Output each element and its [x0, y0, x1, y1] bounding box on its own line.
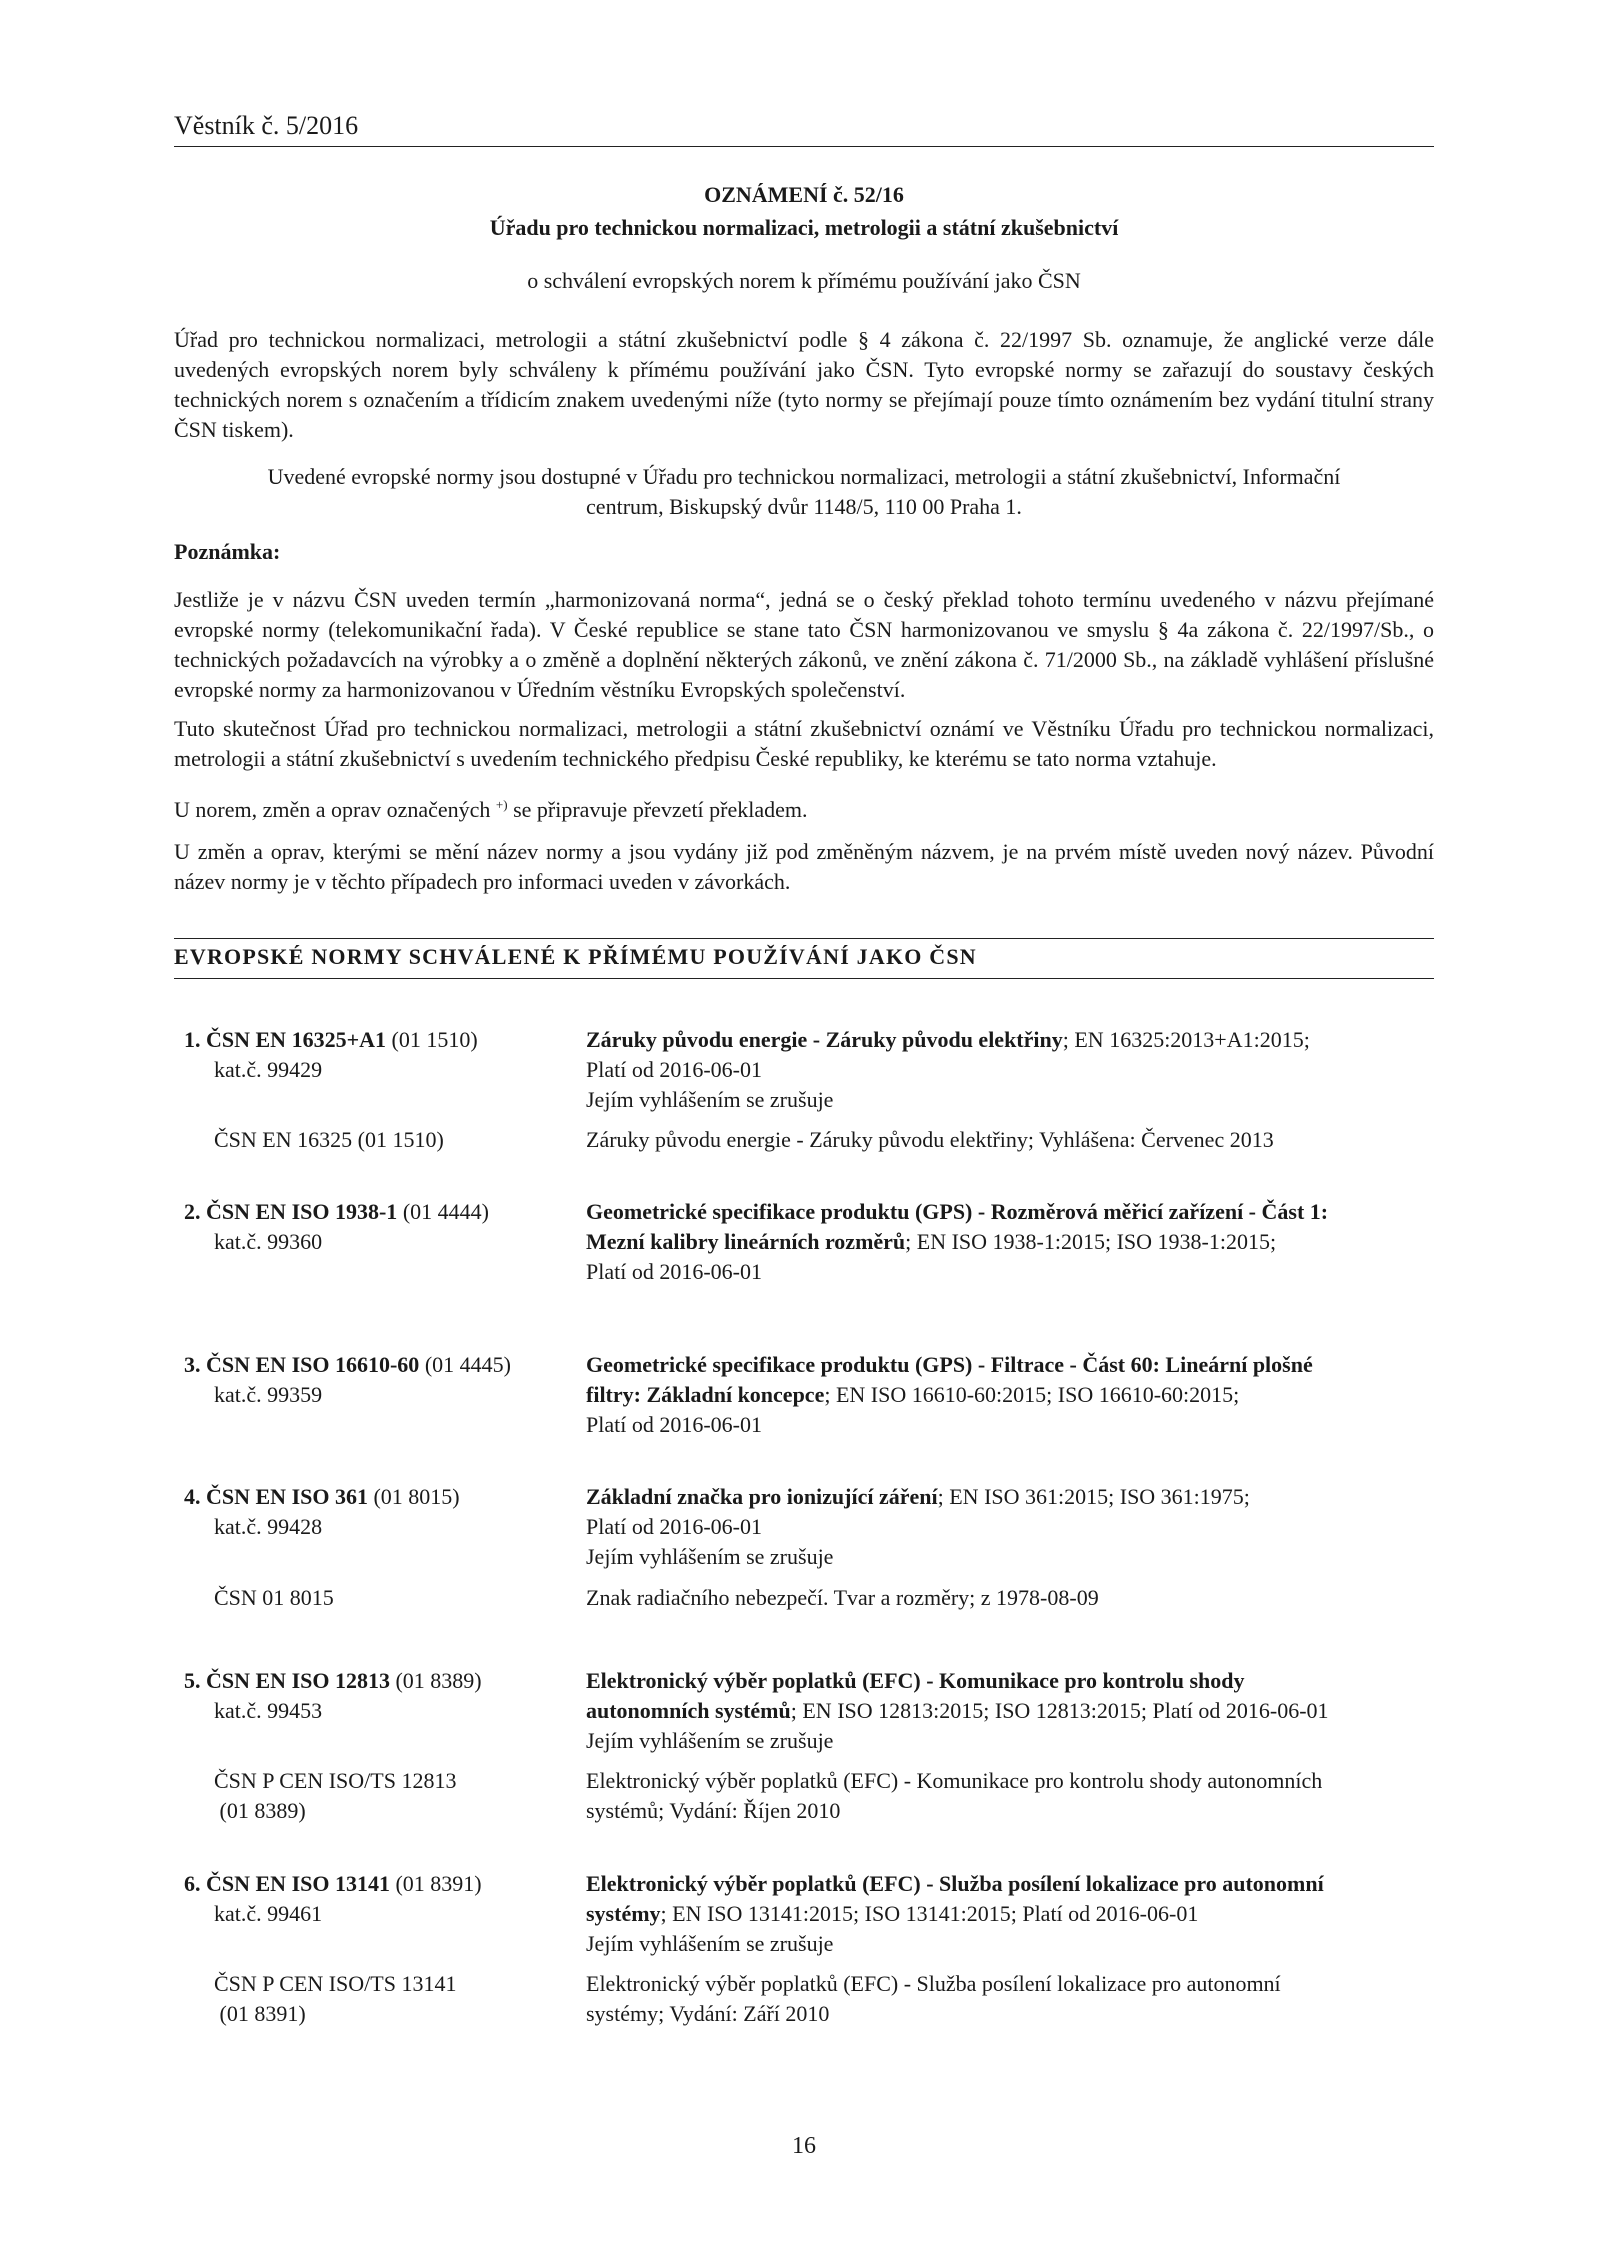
entry-number: 1. ČSN EN 16325+A1	[184, 1027, 386, 1052]
entry-description-column	[586, 1025, 1434, 1115]
entry-validity: Platí od 2016-06-01	[586, 1514, 762, 1539]
entry-title: Základní značka pro ionizující záření	[586, 1484, 938, 1509]
entry-title: Elektronický výběr poplatků (EFC) - Služba posílení lokalizace pro autonomní	[586, 1871, 1324, 1896]
entry-description-column	[586, 1197, 1434, 1287]
replaced-description-line-1: Elektronický výběr poplatků (EFC) - Komunikace pro kontrolu shody autonomních	[586, 1768, 1323, 1793]
announcement-title: OZNÁMENÍ č. 52/16	[704, 182, 904, 207]
entry-id-column	[184, 1666, 584, 1726]
replaced-id: ČSN EN 16325 (01 1510)	[214, 1127, 444, 1152]
announcement-authority: Úřadu pro technickou normalizaci, metrologii a státní zkušebnictví	[489, 215, 1119, 240]
entry-validity: Platí od 2016-06-01	[586, 1412, 762, 1437]
replaced-id-line-1: ČSN P CEN ISO/TS 13141	[214, 1971, 457, 1996]
replaced-description-line-2: systémy; Vydání: Září 2010	[586, 2001, 830, 2026]
entry-catalog-number: kat.č. 99453	[214, 1698, 323, 1723]
section-rule-top	[174, 938, 1434, 939]
entry-id-column	[184, 1197, 584, 1257]
entry-class-code: (01 4444)	[397, 1199, 489, 1224]
note-paragraph-4: U změn a oprav, kterými se mění název normy a jsou vydány již pod změněným názvem, je na prvém místě uveden nový název. Původní název normy je v těchto případech pro informaci uveden v závorkách.	[174, 839, 1434, 894]
journal-header: Věstník č. 5/2016	[174, 111, 359, 140]
entry-description-column	[586, 1482, 1434, 1572]
replaced-description-line-1: Elektronický výběr poplatků (EFC) - Služba posílení lokalizace pro autonomní	[586, 1971, 1281, 1996]
page-number: 16	[792, 2133, 816, 2159]
replaced-description	[586, 1766, 1434, 1826]
entry-catalog-number: kat.č. 99428	[214, 1514, 323, 1539]
section-rule-bottom	[174, 978, 1434, 979]
announcement-subject: o schválení evropských norem k přímému používání jako ČSN	[527, 268, 1081, 293]
note-p3-text-end: se připravuje převzetí překladem.	[507, 797, 808, 822]
availability-line-1: Uvedené evropské normy jsou dostupné v Úřadu pro technickou normalizaci, metrologii a státní zkušebnictví, Informační	[267, 464, 1341, 489]
entry-id-column	[184, 1025, 584, 1085]
entry-reference: ; EN ISO 361:2015; ISO 361:1975;	[937, 1484, 1250, 1509]
entry-number: 4. ČSN EN ISO 361	[184, 1484, 368, 1509]
note-p3-text: U norem, změn a oprav označených	[174, 797, 496, 822]
entry-title: Geometrické specifikace produktu (GPS) - Filtrace - Část 60: Lineární plošné	[586, 1352, 1313, 1377]
entry-reference: ; EN 16325:2013+A1:2015;	[1062, 1027, 1310, 1052]
intro-paragraph: Úřad pro technickou normalizaci, metrologii a státní zkušebnictví podle § 4 zákona č. 22/1997 Sb. oznamuje, že anglické verze dále uvedených evropských norem byly schváleny k přímému používání jako ČSN. Tyto evropské normy se zařazují do soustavy českých technických norem s označením a třídicím znakem uvedenými níže (tyto normy se přejímají pouze tímto oznámením bez vydání titulní strany ČSN tiskem).	[174, 327, 1434, 442]
entry-title-cont: filtry: Základní koncepce	[586, 1382, 825, 1407]
note-paragraph-2: Tuto skutečnost Úřad pro technickou normalizaci, metrologii a státní zkušebnictví oznámí ve Věstníku Úřadu pro technickou normalizaci, metrologii a státní zkušebnictví s uvedením technického předpisu České republiky, ke kterému se tato norma vztahuje.	[174, 716, 1434, 771]
entry-reference: ; EN ISO 16610-60:2015; ISO 16610-60:2015;	[824, 1382, 1240, 1407]
entry-catalog-number: kat.č. 99429	[214, 1057, 323, 1082]
entry-id-column	[184, 1482, 584, 1542]
entry-title-cont: systémy	[586, 1901, 661, 1926]
replaced-description: Znak radiačního nebezpečí. Tvar a rozměry; z 1978-08-09	[586, 1585, 1099, 1610]
entry-replacement-note: Jejím vyhlášením se zrušuje	[586, 1087, 834, 1112]
entry-title-cont: autonomních systémů	[586, 1698, 791, 1723]
entry-class-code: (01 8391)	[389, 1871, 482, 1896]
entry-class-code: (01 4445)	[419, 1352, 511, 1377]
note-paragraph-1: Jestliže je v názvu ČSN uveden termín „harmonizovaná norma“, jedná se o český překlad tohoto termínu uvedeného v názvu přejímané evropské normy (telekomunikační řada). V České republice se stane tato ČSN harmonizovanou ve smyslu § 4a zákona č. 22/1997/Sb., o technických požadavcích na výrobky a o změně a doplnění některých zákonů, ve znění zákona č. 71/2000 Sb., na základě vyhlášení příslušné evropské normy za harmonizovanou v Úředním věstníku Evropských společenství.	[174, 587, 1434, 702]
entry-catalog-number: kat.č. 99360	[214, 1229, 323, 1254]
entry-number: 2. ČSN EN ISO 1938-1	[184, 1199, 398, 1224]
note-paragraph-3	[174, 790, 1434, 825]
entry-title: Elektronický výběr poplatků (EFC) - Komunikace pro kontrolu shody	[586, 1668, 1245, 1693]
replaced-description	[586, 1969, 1434, 2029]
entry-class-code: (01 8389)	[389, 1668, 482, 1693]
entry-class-code: (01 8015)	[367, 1484, 460, 1509]
replaced-description-line-2: systémů; Vydání: Říjen 2010	[586, 1798, 841, 1823]
entry-catalog-number: kat.č. 99359	[214, 1382, 323, 1407]
header-rule	[174, 146, 1434, 147]
entry-replacement-note: Jejím vyhlášením se zrušuje	[586, 1931, 834, 1956]
availability-paragraph	[174, 462, 1434, 522]
entry-title: Záruky původu energie - Záruky původu elektřiny	[586, 1027, 1063, 1052]
entry-description-column	[586, 1666, 1434, 1756]
entry-description-column	[586, 1350, 1434, 1440]
entry-id-column	[184, 1869, 584, 1929]
replaced-id: ČSN 01 8015	[214, 1585, 334, 1610]
section-title: EVROPSKÉ NORMY SCHVÁLENÉ K PŘÍMÉMU POUŽÍVÁNÍ JAKO ČSN	[174, 944, 977, 969]
entry-title: Geometrické specifikace produktu (GPS) - Rozměrová měřicí zařízení - Část 1:	[586, 1199, 1329, 1224]
replaced-id	[184, 1766, 584, 1826]
entry-title-cont: Mezní kalibry lineárních rozměrů	[586, 1229, 906, 1254]
document-page	[174, 0, 1434, 2263]
entry-replacement-note: Jejím vyhlášením se zrušuje	[586, 1544, 834, 1569]
note-p3-superscript: +)	[495, 797, 508, 812]
replaced-id	[184, 1969, 584, 2029]
note-label: Poznámka:	[174, 539, 281, 564]
entry-replacement-note: Jejím vyhlášením se zrušuje	[586, 1728, 834, 1753]
entry-class-code: (01 1510)	[386, 1027, 478, 1052]
entry-reference: ; EN ISO 12813:2015; ISO 12813:2015; Platí od 2016-06-01	[790, 1698, 1329, 1723]
replaced-id-line-1: ČSN P CEN ISO/TS 12813	[214, 1768, 457, 1793]
availability-line-2: centrum, Biskupský dvůr 1148/5, 110 00 Praha 1.	[586, 494, 1022, 519]
entry-validity: Platí od 2016-06-01	[586, 1259, 762, 1284]
entry-number: 6. ČSN EN ISO 13141	[184, 1871, 390, 1896]
entry-id-column	[184, 1350, 584, 1410]
entry-validity: Platí od 2016-06-01	[586, 1057, 762, 1082]
replaced-description: Záruky původu energie - Záruky původu elektřiny; Vyhlášena: Červenec 2013	[586, 1127, 1274, 1152]
entry-catalog-number: kat.č. 99461	[214, 1901, 323, 1926]
entry-reference: ; EN ISO 13141:2015; ISO 13141:2015; Platí od 2016-06-01	[660, 1901, 1199, 1926]
entry-number: 3. ČSN EN ISO 16610-60	[184, 1352, 420, 1377]
replaced-id-line-2: (01 8391)	[214, 2001, 306, 2026]
replaced-id-line-2: (01 8389)	[214, 1798, 306, 1823]
entry-description-column	[586, 1869, 1434, 1959]
entry-reference: ; EN ISO 1938-1:2015; ISO 1938-1:2015;	[905, 1229, 1277, 1254]
entry-number: 5. ČSN EN ISO 12813	[184, 1668, 390, 1693]
